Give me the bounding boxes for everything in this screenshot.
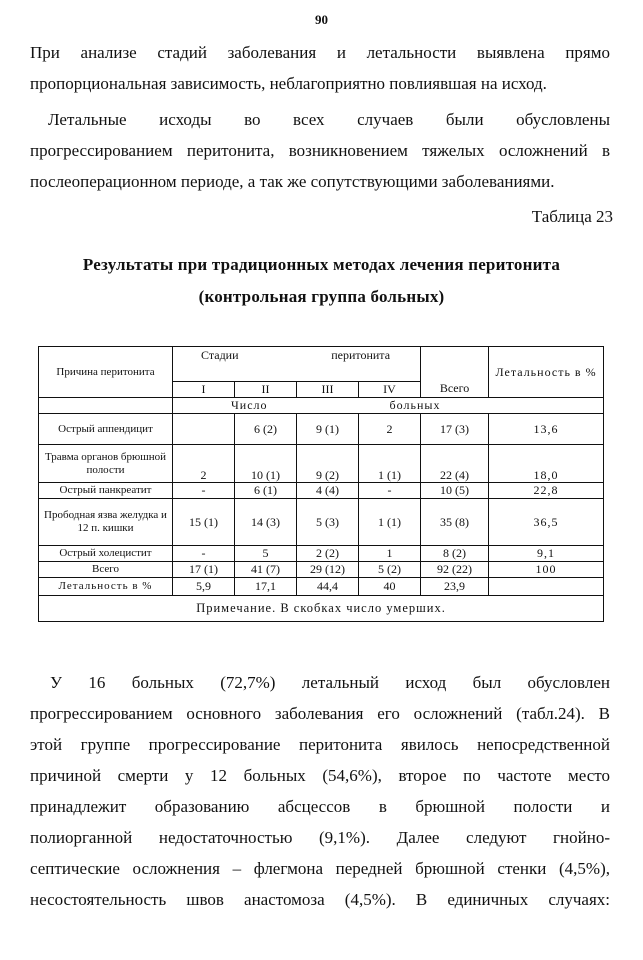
cell-stage-1: - <box>173 483 235 499</box>
cell-stage-2: 10 (1) <box>235 445 297 483</box>
text-line: У 16 больных (72,7%) летальный исход был обусловлен <box>50 673 610 692</box>
cell-mortality: 13,6 <box>489 414 604 445</box>
header-mortality: Летальность в % <box>489 347 604 398</box>
table-row <box>39 562 604 578</box>
table-row <box>39 414 604 445</box>
cell-stage-1: 5,9 <box>173 578 235 596</box>
cell-stage-2: 17,1 <box>235 578 297 596</box>
note-row <box>39 596 604 622</box>
cell-total: 8 (2) <box>421 546 489 562</box>
page-number: 90 <box>315 12 328 27</box>
cell-total: 92 (22) <box>421 562 489 578</box>
cell-mortality: 100 <box>489 562 604 578</box>
cell-stage-3: 9 (1) <box>297 414 359 445</box>
text-line: несостоятельность швов анастомоза (4,5%). В единичных случаях: <box>30 890 610 909</box>
cell-stage-1: - <box>173 546 235 562</box>
row-cause: Острый панкреатит <box>39 483 173 499</box>
header-stages <box>173 347 421 382</box>
table-row <box>39 445 604 483</box>
header-stages-left: Стадии <box>201 348 239 362</box>
cell-mortality: 9,1 <box>489 546 604 562</box>
header-total: Всего <box>421 347 489 398</box>
cell-stage-1: 2 <box>173 445 235 483</box>
text-line: послеоперационном периоде, а так же сопутствующими заболеваниями. <box>30 172 555 191</box>
count-left: Число <box>231 398 268 412</box>
cell-total: 22 (4) <box>421 445 489 483</box>
paragraph-lethal-outcomes <box>30 104 610 197</box>
row-cause: Летальность в % <box>39 578 173 596</box>
table-number: Таблица 23 <box>531 207 613 226</box>
cell-stage-4: 40 <box>359 578 421 596</box>
text-line: Летальные исходы во всех случаев были обусловлены <box>48 110 610 129</box>
cell-stage-2: 5 <box>235 546 297 562</box>
count-header-row <box>39 398 604 414</box>
paragraph-mortality-causes <box>30 667 610 915</box>
cell-stage-3: 44,4 <box>297 578 359 596</box>
row-cause: Острый аппендицит <box>39 414 173 445</box>
table-note: Примечание. В скобках число умерших. <box>39 596 604 622</box>
cell-stage-1: 17 (1) <box>173 562 235 578</box>
header-stages-right: перитонита <box>331 348 391 362</box>
cell-stage-1: 15 (1) <box>173 499 235 546</box>
cell-stage-3: 29 (12) <box>297 562 359 578</box>
text-line: принадлежит образованию абсцессов в брюшной полости и <box>30 797 610 816</box>
count-right: больных <box>389 398 441 412</box>
text-line: этой группе прогрессирование перитонита явилось непосредственной <box>30 735 610 754</box>
cell-mortality: 36,5 <box>489 499 604 546</box>
results-table <box>38 346 604 622</box>
paragraph-stages-analysis <box>30 37 610 99</box>
cell-stage-3: 4 (4) <box>297 483 359 499</box>
text-line: пропорциональная зависимость, неблагоприятно повлиявшая на исход. <box>30 74 547 93</box>
row-cause: Всего <box>39 562 173 578</box>
count-header <box>173 398 604 414</box>
cell-stage-3: 9 (2) <box>297 445 359 483</box>
cell-stage-4: 1 <box>359 546 421 562</box>
text-line: септические осложнения – флегмона передней брюшной стенки (4,5%), <box>30 859 610 878</box>
table-subtitle: (контрольная группа больных) <box>198 287 445 306</box>
empty-cell <box>39 398 173 414</box>
table-header-row <box>39 347 604 382</box>
table-title: Результаты при традиционных методах лечения перитонита <box>82 255 561 274</box>
text-line: прогрессированием перитонита, возникновением тяжелых осложнений в <box>30 141 610 160</box>
cell-stage-4: 2 <box>359 414 421 445</box>
table-row <box>39 483 604 499</box>
cell-mortality <box>489 578 604 596</box>
cell-total: 35 (8) <box>421 499 489 546</box>
stage-label: II <box>235 382 297 398</box>
cell-total: 10 (5) <box>421 483 489 499</box>
cell-stage-4: 1 (1) <box>359 499 421 546</box>
cell-stage-2: 6 (1) <box>235 483 297 499</box>
cell-stage-2: 6 (2) <box>235 414 297 445</box>
stage-label: I <box>173 382 235 398</box>
table-row <box>39 499 604 546</box>
cell-stage-4: 1 (1) <box>359 445 421 483</box>
mortality-row <box>39 578 604 596</box>
cell-total: 23,9 <box>421 578 489 596</box>
cell-stage-3: 2 (2) <box>297 546 359 562</box>
cell-mortality: 22,8 <box>489 483 604 499</box>
stage-label: III <box>297 382 359 398</box>
text-line: При анализе стадий заболевания и летальности выявлена прямо <box>30 43 610 62</box>
row-cause: Острый холецистит <box>39 546 173 562</box>
table-row <box>39 546 604 562</box>
cell-stage-4: 5 (2) <box>359 562 421 578</box>
cell-mortality: 18,0 <box>489 445 604 483</box>
row-cause: Прободная язва желудка и 12 п. кишки <box>39 499 173 546</box>
cell-stage-1 <box>173 414 235 445</box>
cell-total: 17 (3) <box>421 414 489 445</box>
cell-stage-2: 14 (3) <box>235 499 297 546</box>
stage-label: IV <box>359 382 421 398</box>
cell-stage-2: 41 (7) <box>235 562 297 578</box>
text-line: прогрессированием основного заболевания его осложнений (табл.24). В <box>30 704 610 723</box>
cell-stage-3: 5 (3) <box>297 499 359 546</box>
cell-stage-4: - <box>359 483 421 499</box>
header-cause: Причина перитонита <box>39 347 173 398</box>
row-cause: Травма органов брюшной полости <box>39 445 173 483</box>
text-line: причиной смерти у 12 больных (54,6%), второе по частоте место <box>30 766 610 785</box>
text-line: полиорганной недостаточностью (9,1%). Далее следуют гнойно- <box>30 828 610 847</box>
